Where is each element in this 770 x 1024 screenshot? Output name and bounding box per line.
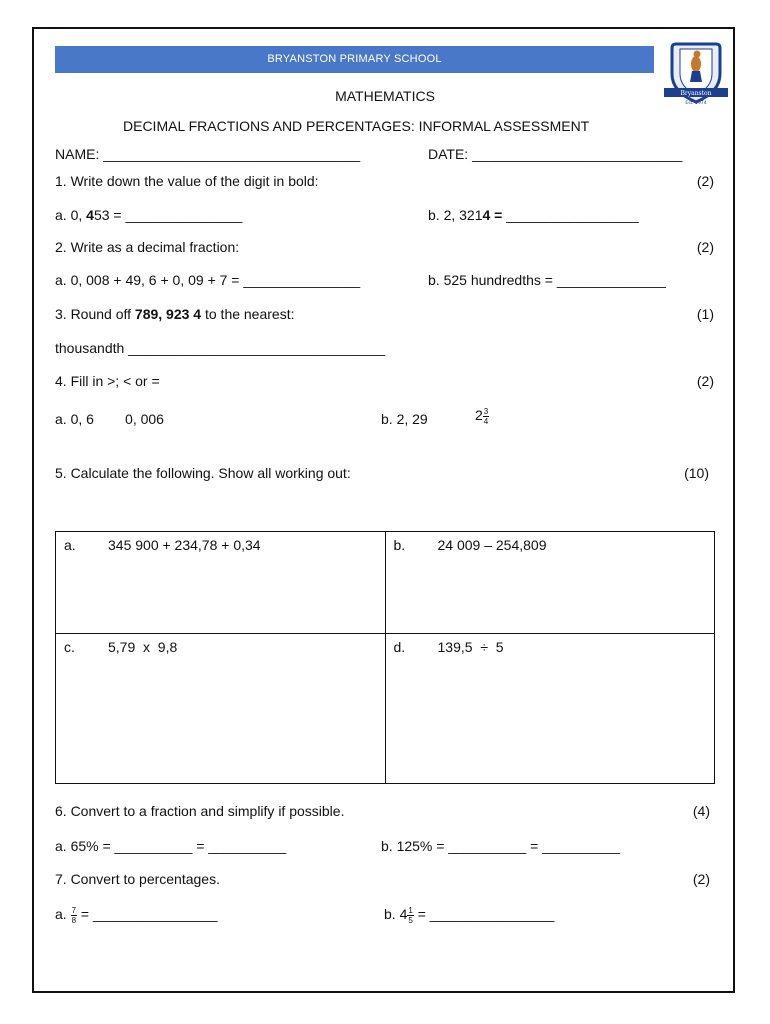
q7-text: 7. Convert to percentages. xyxy=(55,871,220,887)
q3-text: 3. Round off 789, 923 4 to the nearest: xyxy=(55,306,295,322)
q3-marks: (1) xyxy=(696,306,714,322)
assessment-title: DECIMAL FRACTIONS AND PERCENTAGES: INFORMAL ASSESSMENT xyxy=(123,118,590,134)
name-field[interactable]: NAME: _________________________________ xyxy=(55,146,361,162)
q4-marks: (2) xyxy=(696,373,714,389)
q1-marks: (2) xyxy=(696,173,714,189)
q4-a[interactable]: a. 0, 6 0, 006 xyxy=(55,411,164,427)
q7-marks: (2) xyxy=(692,871,710,887)
subject-title: MATHEMATICS xyxy=(335,88,435,104)
q2-marks: (2) xyxy=(696,239,714,255)
crest-est: Est. 1974 xyxy=(685,101,707,106)
q5-marks: (10) xyxy=(684,465,709,481)
q7-b[interactable]: b. 4 $\frac{1}{5}$ = ________________ xyxy=(384,906,555,925)
q6-b[interactable]: b. 125% = __________ = __________ xyxy=(381,838,621,854)
working-grid xyxy=(55,531,715,784)
q5-text: 5. Calculate the following. Show all working out: xyxy=(55,465,351,481)
q6-marks: (4) xyxy=(692,803,710,819)
q7-a[interactable]: a. $\frac{7}{8}$ = ________________ xyxy=(55,906,218,925)
date-field[interactable]: DATE: ___________________________ xyxy=(428,146,683,162)
q2-a[interactable]: a. 0, 008 + 49, 6 + 0, 09 + 7 = _______________ xyxy=(55,272,361,288)
work-cell-a[interactable]: a. 345 900 + 234,78 + 0,34 xyxy=(56,532,386,634)
q2-b[interactable]: b. 525 hundredths = ______________ xyxy=(428,272,666,288)
q1-b[interactable]: b. 2, 3214 = _________________ xyxy=(428,207,639,223)
q1-a[interactable]: a. 0, 453 = _______________ xyxy=(55,207,243,223)
q2-text: 2. Write as a decimal fraction: xyxy=(55,239,240,255)
q6-a[interactable]: a. 65% = __________ = __________ xyxy=(55,838,287,854)
q6-text: 6. Convert to a fraction and simplify if possible. xyxy=(55,803,345,819)
q3-answer-line[interactable]: thousandth _________________________________ xyxy=(55,340,386,356)
q1-text: 1. Write down the value of the digit in bold: xyxy=(55,173,319,189)
school-banner: BRYANSTON PRIMARY SCHOOL xyxy=(55,46,654,73)
q4-b-mixed-number: 2 $\frac{3}{4}$ xyxy=(475,407,489,426)
q4-b[interactable]: b. 2, 29 xyxy=(381,411,428,427)
crest-name: Bryanston xyxy=(680,90,712,97)
work-cell-b[interactable]: b. 24 009 – 254,809 xyxy=(385,532,715,634)
work-cell-d[interactable]: d. 139,5 ÷ 5 xyxy=(385,634,715,784)
q4-text: 4. Fill in >; < or = xyxy=(55,373,160,389)
work-cell-c[interactable]: c. 5,79 x 9,8 xyxy=(56,634,386,784)
